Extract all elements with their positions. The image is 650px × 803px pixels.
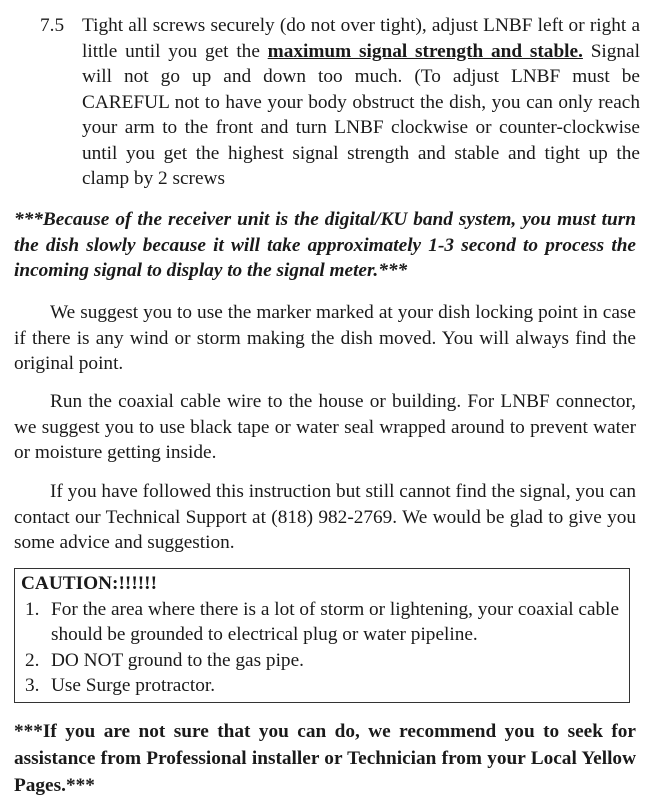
caution-list	[21, 597, 629, 699]
step-number: 7.5	[40, 15, 65, 36]
marker-paragraph: We suggest you to use the marker marked at your dish locking point in case if there is any wind or storm making the dish moved. You will always find the original point.	[14, 302, 636, 374]
support-paragraph: If you have followed this instruction but still cannot find the signal, you can contact our Technical Support at (818) 982-2769. We would be glad to give you some advice and suggestion.	[14, 481, 636, 553]
step-7-5	[40, 13, 640, 192]
step-emphasis: maximum signal strength and stable.	[267, 40, 583, 62]
caution-title: CAUTION:!!!!!!	[21, 573, 158, 594]
caution-item-number: 1.	[25, 598, 40, 620]
caution-item	[21, 673, 629, 699]
dish-turning-warning: ***Because of the receiver unit is the digital/KU band system, you must turn the dish slowly because it will take approximately 1-3 second to process the incoming signal to display to the signal meter.***	[14, 209, 636, 281]
caution-item	[21, 648, 629, 674]
caution-item	[21, 597, 629, 648]
professional-help-note: ***If you are not sure that you can do, we recommend you to seek for assistance from Professional installer or Technician from your Local Yellow Pages.***	[14, 721, 636, 796]
caution-item-text: DO NOT ground to the gas pipe.	[51, 649, 304, 671]
step-body	[82, 13, 640, 192]
caution-item-number: 2.	[25, 649, 40, 671]
step-text-before: Tight all screws securely (do not over tight), adjust LNBF left or right a little until you get the	[82, 15, 640, 62]
step-text-after: Signal will not go up and down too much. (To adjust LNBF must be CAREFUL not to have your body obstruct the dish, you can only reach your arm to the front and turn LNBF clockwise or counter-clockwise until you get the highest signal strength and stable and tight up the clamp by 2 screws	[82, 40, 640, 189]
caution-item-number: 3.	[25, 675, 40, 696]
caution-item-text: For the area where there is a lot of storm or lightening, your coaxial cable should be grounded to electrical plug or water pipeline.	[51, 598, 620, 645]
cable-paragraph: Run the coaxial cable wire to the house or building. For LNBF connector, we suggest you to use black tape or water seal wrapped around to prevent water or moisture getting inside.	[14, 391, 636, 463]
caution-box	[14, 568, 630, 703]
caution-item-text: Use Surge protractor.	[51, 675, 216, 696]
